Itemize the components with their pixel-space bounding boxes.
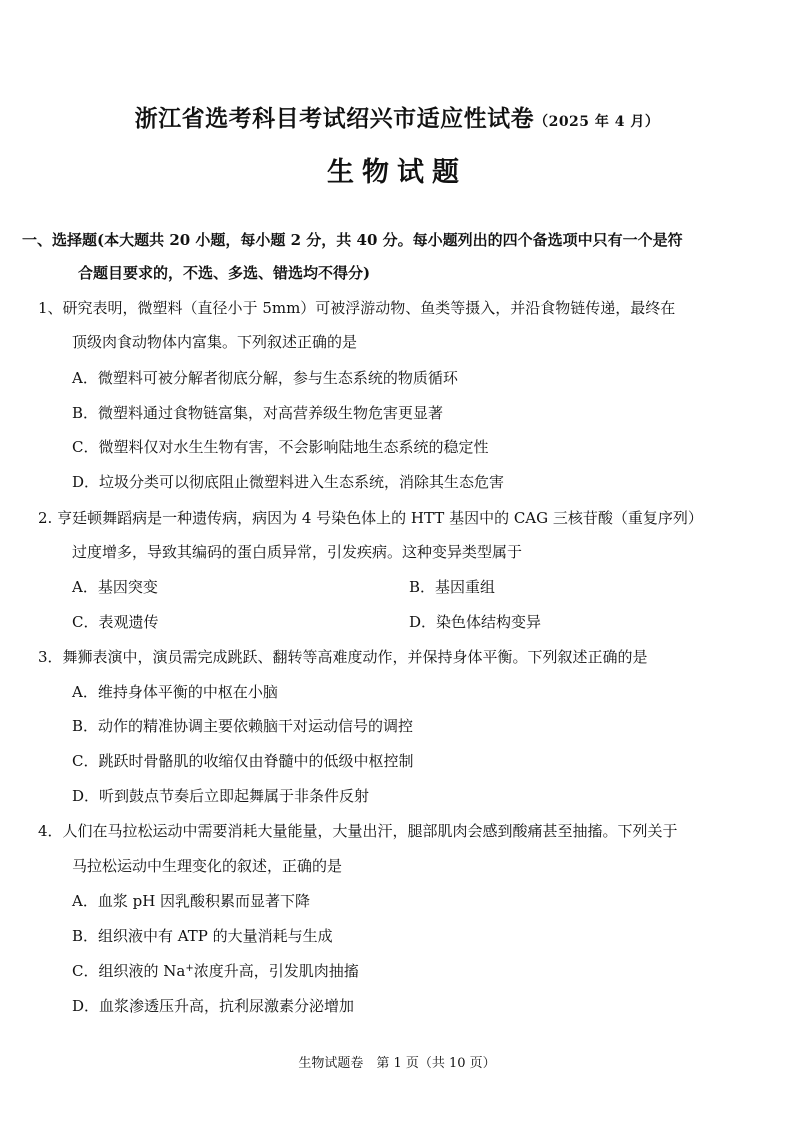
exam-title bbox=[0, 100, 794, 133]
subject-title: 生物试题 bbox=[327, 157, 467, 188]
q3-stem: 3．舞狮表演中，演员需完成跳跃、翻转等高难度动作，并保持身体平衡。下列叙述正确的是 bbox=[38, 648, 648, 666]
section-heading-line1: 一、选择题(本大题共 20 小题，每小题 2 分，共 40 分。每小题列出的四个备选项中只有一个是符 bbox=[22, 231, 683, 249]
q2-option-b: B．基因重组 bbox=[409, 578, 496, 596]
q2-option-c: C．表观遗传 bbox=[72, 613, 159, 631]
section-heading-line2: 合题目要求的，不选、多选、错选均不得分) bbox=[78, 264, 371, 282]
q3-option-b: B．动作的精准协调主要依赖脑干对运动信号的调控 bbox=[72, 717, 414, 735]
q1-option-a: A．微塑料可被分解者彻底分解，参与生态系统的物质循环 bbox=[72, 369, 458, 387]
q1-option-b: B．微塑料通过食物链富集，对高营养级生物危害更显著 bbox=[72, 404, 444, 422]
q1-stem-line2: 顶级肉食动物体内富集。下列叙述正确的是 bbox=[72, 333, 358, 351]
q4-option-c-rest: 浓度升高，引发肌肉抽搐 bbox=[193, 962, 359, 980]
q4-stem-line2: 马拉松运动中生理变化的叙述，正确的是 bbox=[72, 857, 343, 875]
q3-option-a: A．维持身体平衡的中枢在小脑 bbox=[72, 683, 278, 701]
q3-option-d: D．听到鼓点节奏后立即起舞属于非条件反射 bbox=[72, 787, 370, 805]
q2-stem-line2: 过度增多，导致其编码的蛋白质异常，引发疾病。这种变异类型属于 bbox=[72, 543, 523, 561]
q1-option-d: D．垃圾分类可以彻底阻止微塑料进入生态系统，消除其生态危害 bbox=[72, 473, 505, 491]
q4-option-c-start: C．组织液的 Na bbox=[72, 962, 186, 980]
page-footer: 生物试题卷 第 1 页（共 10 页） bbox=[298, 1056, 496, 1071]
q1-option-c: C．微塑料仅对水生生物有害，不会影响陆地生态系统的稳定性 bbox=[72, 438, 489, 456]
exam-title-text: 浙江省选考科目考试绍兴市适应性试卷 bbox=[134, 105, 535, 132]
q4-stem-line1: 4．人们在马拉松运动中需要消耗大量能量，大量出汗，腿部肌肉会感到酸痛甚至抽搐。下列关于 bbox=[38, 822, 678, 840]
q4-option-a: A．血浆 pH 因乳酸积累而显著下降 bbox=[72, 892, 311, 910]
q2-option-a: A．基因突变 bbox=[72, 578, 158, 596]
q4-option-b: B．组织液中有 ATP 的大量消耗与生成 bbox=[72, 927, 333, 945]
sodium-superscript: + bbox=[185, 963, 194, 974]
q1-stem-line1: 1、研究表明，微塑料（直径小于 5mm）可被浮游动物、鱼类等摄入，并沿食物链传递，最终在 bbox=[38, 299, 676, 317]
q2-stem-line1: 2. 亨廷顿舞蹈病是一种遗传病，病因为 4 号染色体上的 HTT 基因中的 CAG 三核苷酸（重复序列） bbox=[38, 509, 703, 527]
q2-option-d: D．染色体结构变异 bbox=[409, 613, 542, 631]
q4-option-c bbox=[72, 961, 359, 981]
q3-option-c: C．跳跃时骨骼肌的收缩仅由脊髓中的低级中枢控制 bbox=[72, 752, 414, 770]
exam-title-date: （2025 年 4 月） bbox=[534, 114, 660, 130]
q4-option-d: D．血浆渗透压升高，抗利尿激素分泌增加 bbox=[72, 997, 355, 1015]
